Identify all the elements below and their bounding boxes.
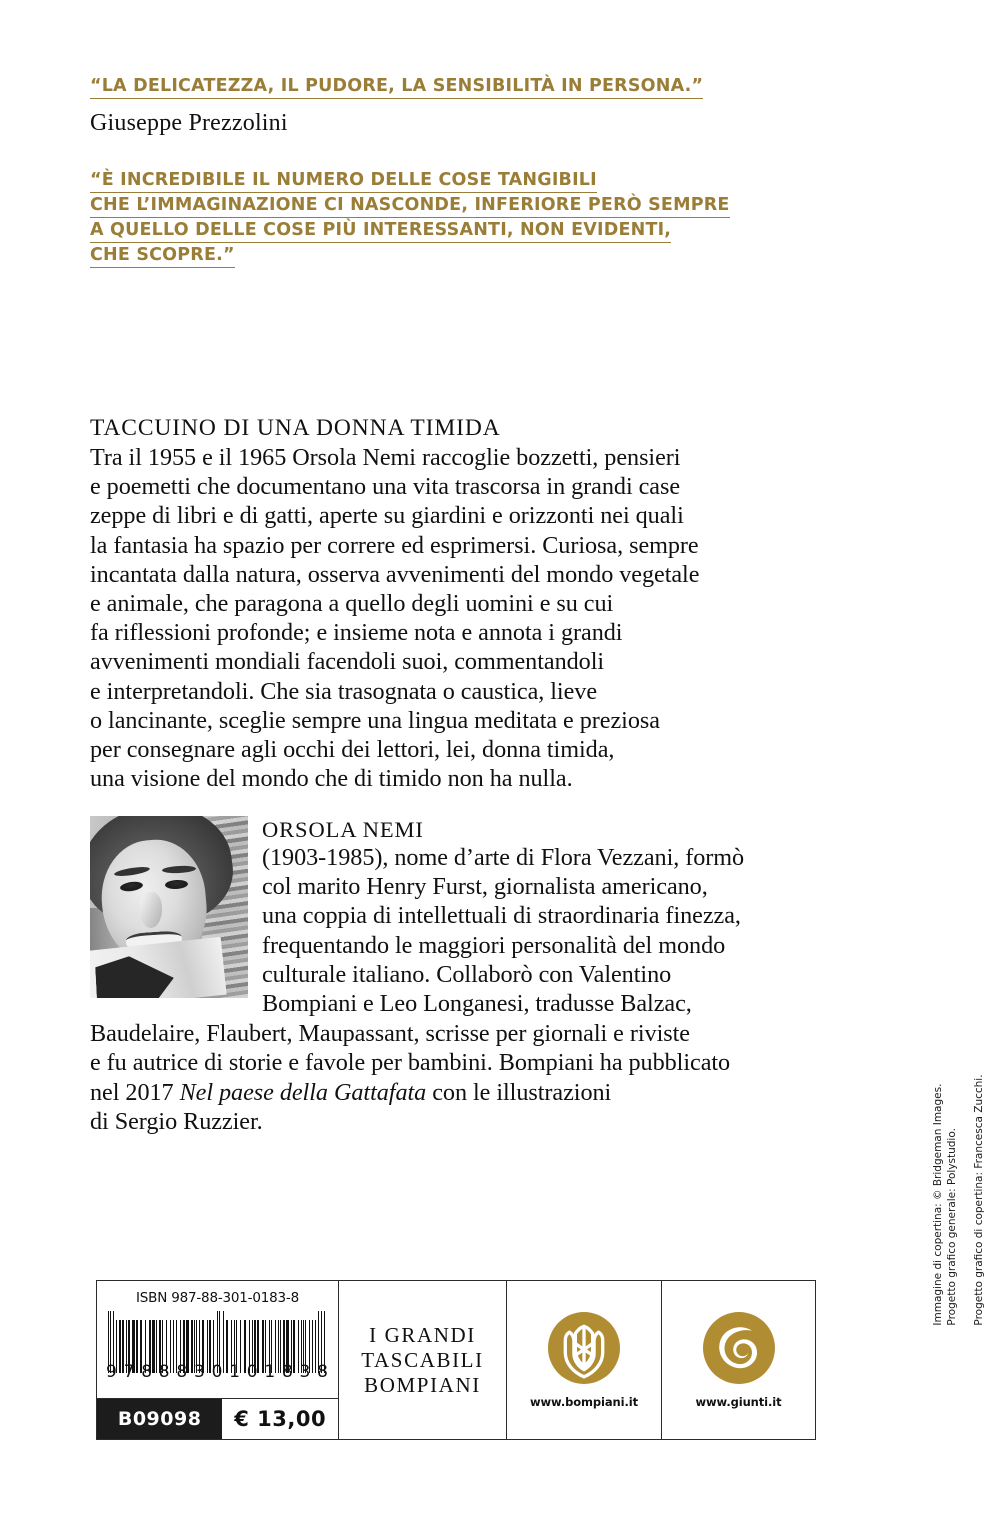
description-line: fa riflessioni profonde; e insieme nota e annota i grandi <box>90 619 623 647</box>
description-line: o lancinante, sceglie sempre una lingua meditata e preziosa <box>90 706 660 734</box>
barcode-bar <box>226 1320 228 1373</box>
pull-quote-2-line <box>90 193 820 218</box>
description-line: Tra il 1955 e il 1965 Orsola Nemi raccoglie bozzetti, pensieri <box>90 444 681 471</box>
barcode-bar <box>312 1320 314 1373</box>
credit-line-3: Progetto grafico di copertina: Francesca Zucchi. <box>972 1074 985 1326</box>
bio-line: una coppia di intellettuali di straordinaria finezza, <box>262 902 741 930</box>
bio-line: culturale italiano. Collaborò con Valentino <box>262 960 672 988</box>
giunti-url[interactable]: www.giunti.it <box>695 1394 782 1409</box>
barcode-bar <box>191 1320 193 1373</box>
credit-line-1: Immagine di copertina: © Bridgeman Images. <box>932 1083 944 1326</box>
bompiani-logo-cell[interactable] <box>507 1281 662 1439</box>
barcode-bar <box>315 1320 317 1373</box>
barcode-digit: 1 <box>229 1362 241 1382</box>
bio-line: (1903-1985), nome d’arte di Flora Vezzani, formò <box>262 844 745 871</box>
imprint-line: I GRANDI <box>369 1322 476 1347</box>
description-line: e interpretandoli. Che sia trasognata o caustica, lieve <box>90 677 598 705</box>
barcode-bar <box>119 1320 121 1373</box>
cover-credits <box>932 930 985 1470</box>
book-description-body <box>90 443 830 793</box>
pull-quote-2 <box>90 168 820 268</box>
barcode-digit: 9 <box>106 1362 118 1382</box>
product-code: B09098 <box>97 1399 222 1439</box>
pull-quote-1-line-text: “LA DELICATEZZA, IL PUDORE, LA SENSIBILITÀ IN PERSONA.” <box>90 76 703 99</box>
pull-quote-2-line <box>90 218 820 243</box>
imprint-name <box>361 1323 483 1398</box>
bio-line-with-title <box>90 1078 830 1107</box>
barcode-bar <box>173 1320 174 1373</box>
pull-quote-2-line-text: CHE SCOPRE.” <box>90 245 235 268</box>
description-line: per consegnare agli occhi dei lettori, lei, donna timida, <box>90 736 615 764</box>
price-row <box>97 1398 338 1439</box>
bio-line: Bompiani e Leo Longanesi, tradusse Balzac, <box>262 990 692 1018</box>
bio-line: di Sergio Ruzzier. <box>90 1107 263 1135</box>
author-bio <box>90 816 830 1136</box>
description-line: una visione del mondo che di timido non ha nulla. <box>90 765 573 793</box>
barcode-cell <box>97 1281 339 1439</box>
cover-credits-text <box>932 1074 986 1325</box>
barcode-bar <box>156 1320 157 1373</box>
author-portrait-photo <box>90 816 248 998</box>
barcode-digit: 0 <box>211 1362 224 1382</box>
pull-quote-1-line <box>90 74 820 99</box>
barcode-digit: 8 <box>176 1362 189 1382</box>
author-bio-text-continued <box>90 1018 830 1136</box>
price-label: € 13,00 <box>222 1399 338 1439</box>
bompiani-url[interactable]: www.bompiani.it <box>530 1394 638 1409</box>
pull-quote-1-attribution: Giuseppe Prezzolini <box>90 110 288 136</box>
pull-quote-2-line-text: CHE L’IMMAGINAZIONE CI NASCONDE, INFERIORE PERÒ SEMPRE <box>90 195 730 218</box>
imprint-line: BOMPIANI <box>364 1372 481 1397</box>
author-name: ORSOLA NEMI <box>262 817 424 842</box>
book-title: TACCUINO DI UNA DONNA TIMIDA <box>90 415 501 441</box>
bio-line: col marito Henry Furst, giornalista americano, <box>262 873 708 901</box>
pull-quote-1 <box>90 74 820 137</box>
referenced-book-title: Nel paese della Gattafata <box>179 1078 427 1106</box>
bio-line: Baudelaire, Flaubert, Maupassant, scrisse per giornali e riviste <box>90 1020 690 1048</box>
description-line: avvenimenti mondiali facendoli suoi, commentandoli <box>90 648 605 676</box>
pull-quote-2-line-text: A QUELLO DELLE COSE PIÙ INTERESSANTI, NON EVIDENTI, <box>90 220 671 243</box>
imprint-line: TASCABILI <box>361 1347 484 1372</box>
barcode-digit: 0 <box>246 1362 259 1382</box>
barcode-digit: 1 <box>264 1362 277 1382</box>
barcode-digit: 8 <box>158 1362 171 1382</box>
giunti-spiral-icon <box>703 1312 775 1384</box>
barcode-digit: 8 <box>281 1362 294 1382</box>
barcode-digit: 7 <box>123 1362 136 1382</box>
pull-quote-2-line-text: “È INCREDIBILE IL NUMERO DELLE COSE TANGIBILI <box>90 170 597 193</box>
isbn-label: ISBN 987-88-301-0183-8 <box>136 1290 299 1306</box>
barcode-digit: 3 <box>193 1362 206 1382</box>
description-line: e poemetti che documentano una vita trascorsa in grandi case <box>90 473 681 501</box>
pull-quote-2-line <box>90 243 820 268</box>
credit-line-2-a: Progetto grafico generale: Polystudio. <box>945 1128 958 1326</box>
portrait-nose <box>140 892 162 928</box>
bio-line-prefix: nel 2017 <box>90 1078 180 1106</box>
book-description <box>90 414 830 793</box>
barcode-digit: 8 <box>141 1362 154 1382</box>
bio-line: frequentando le maggiori personalità del mondo <box>262 931 726 959</box>
description-line: incantata dalla natura, osserva avvenimenti del mondo vegetale <box>90 560 700 588</box>
barcode-bar <box>278 1320 279 1373</box>
bio-line: e fu autrice di storie e favole per bambini. Bompiani ha pubblicato <box>90 1049 731 1077</box>
pull-quote-2-line <box>90 168 820 193</box>
barcode-bar <box>136 1320 138 1373</box>
description-line: zeppe di libri e di gatti, aperte su giardini e orizzonti nei quali <box>90 502 684 530</box>
bio-line-suffix: con le illustrazioni <box>426 1078 612 1106</box>
footer-strip <box>96 1280 816 1440</box>
barcode-digit: 8 <box>317 1362 329 1382</box>
barcode-digit: 3 <box>299 1362 312 1382</box>
description-line: e animale, che paragona a quello degli uomini e su cui <box>90 590 614 618</box>
giunti-logo-cell[interactable] <box>662 1281 815 1439</box>
imprint-cell <box>339 1281 507 1439</box>
bompiani-shield-icon <box>548 1312 620 1384</box>
credit-line-2 <box>946 1074 987 1325</box>
barcode-bar <box>207 1320 208 1373</box>
description-line: la fantasia ha spazio per correre ed esprimersi. Curiosa, sempre <box>90 531 699 559</box>
